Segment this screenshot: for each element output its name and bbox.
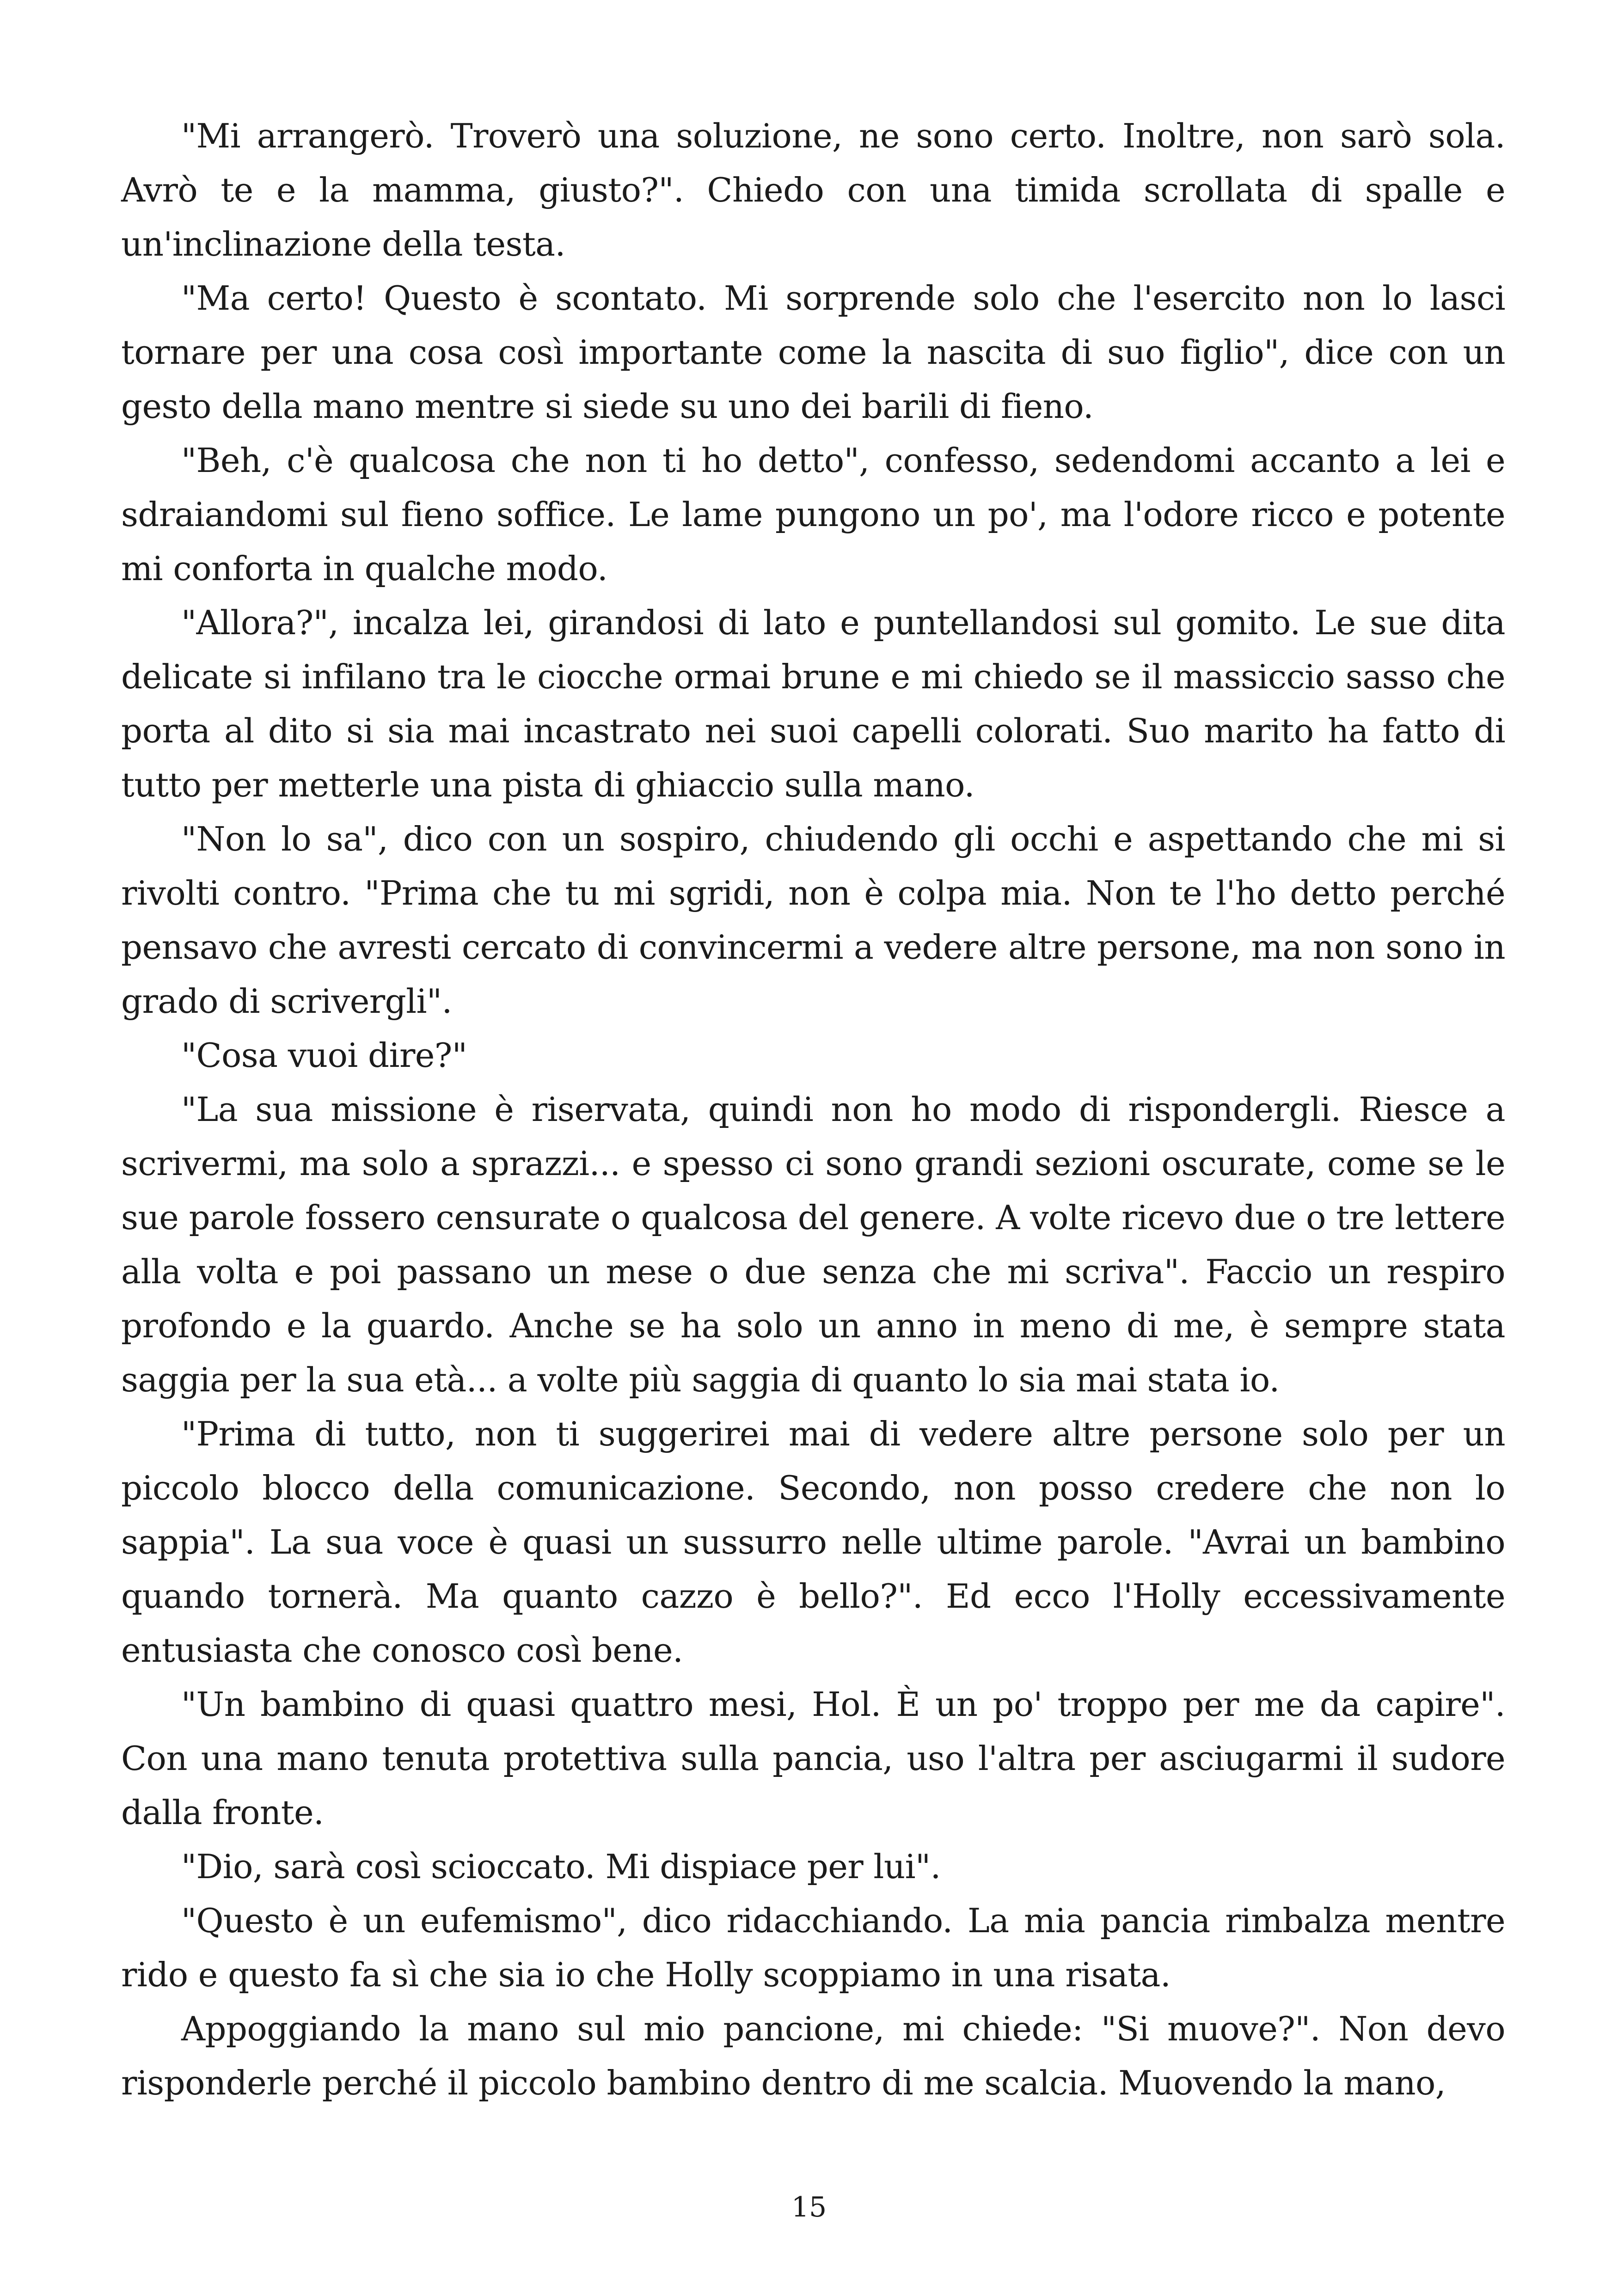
paragraph-9: "Un bambino di quasi quattro mesi, Hol. È un po' troppo per me da capire". Con una mano tenuta protettiva sulla pancia, uso l'altra per asciugarmi il sudore dalla fronte. (121, 1685, 1505, 1832)
paragraph-1: "Mi arrangerò. Troverò una soluzione, ne sono certo. Inoltre, non sarò sola. Avrò te e la mamma, giusto?". Chiedo con una timida scrollata di spalle e un'inclinazione della testa. (121, 116, 1505, 263)
paragraph-4: "Allora?", incalza lei, girandosi di lato e puntellandosi sul gomito. Le sue dita delicate si infilano tra le ciocche ormai brune e mi chiedo se il massiccio sasso che porta al dito si sia mai incastrato nei suoi capelli colorati. Suo marito ha fatto di tutto per metterle una pista di ghiaccio sulla mano. (121, 603, 1505, 804)
paragraph-5: "Non lo sa", dico con un sospiro, chiudendo gli occhi e aspettando che mi si rivolti contro. "Prima che tu mi sgridi, non è colpa mia. Non te l'ho detto perché pensavo che avresti cercato di convincermi a vedere altre persone, ma non sono in grado di scrivergli". (121, 820, 1505, 1021)
paragraph-3: "Beh, c'è qualcosa che non ti ho detto", confesso, sedendomi accanto a lei e sdraiandomi sul fieno soffice. Le lame pungono un po', ma l'odore ricco e potente mi conforta in qualche modo. (121, 441, 1505, 588)
paragraph-8: "Prima di tutto, non ti suggerirei mai di vedere altre persone solo per un piccolo blocco della comunicazione. Secondo, non posso credere che non lo sappia". La sua voce è quasi un sussurro nelle ultime parole. "Avrai un bambino quando tornerà. Ma quanto cazzo è bello?". Ed ecco l'Holly eccessivamente entusiasta che conosco così bene. (121, 1414, 1505, 1670)
paragraph-10: "Dio, sarà così scioccato. Mi dispiace per lui". (181, 1847, 941, 1886)
paragraph-6: "Cosa vuoi dire?" (181, 1036, 467, 1075)
page-number: 15 (791, 2191, 827, 2223)
paragraph-11: "Questo è un eufemismo", dico ridacchiando. La mia pancia rimbalza mentre rido e questo fa sì che sia io che Holly scoppiamo in una risata. (121, 1901, 1505, 1994)
paragraph-2: "Ma certo! Questo è scontato. Mi sorprende solo che l'esercito non lo lasci tornare per una cosa così importante come la nascita di suo figlio", dice con un gesto della mano mentre si siede su uno dei barili di fieno. (121, 279, 1505, 426)
paragraph-7: "La sua missione è riservata, quindi non ho modo di rispondergli. Riesce a scrivermi, ma solo a sprazzi... e spesso ci sono grandi sezioni oscurate, come se le sue parole fossero censurate o qualcosa del genere. A volte ricevo due o tre lettere alla volta e poi passano un mese o due senza che mi scriva". Faccio un respiro profondo e la guardo. Anche se ha solo un anno in meno di me, è sempre stata saggia per la sua età... a volte più saggia di quanto lo sia mai stata io. (121, 1090, 1505, 1399)
paragraph-12: Appoggiando la mano sul mio pancione, mi chiede: "Si muove?". Non devo risponderle perché il piccolo bambino dentro di me scalcia. Muovendo la mano, (121, 2009, 1505, 2102)
page-body (121, 109, 1505, 2110)
